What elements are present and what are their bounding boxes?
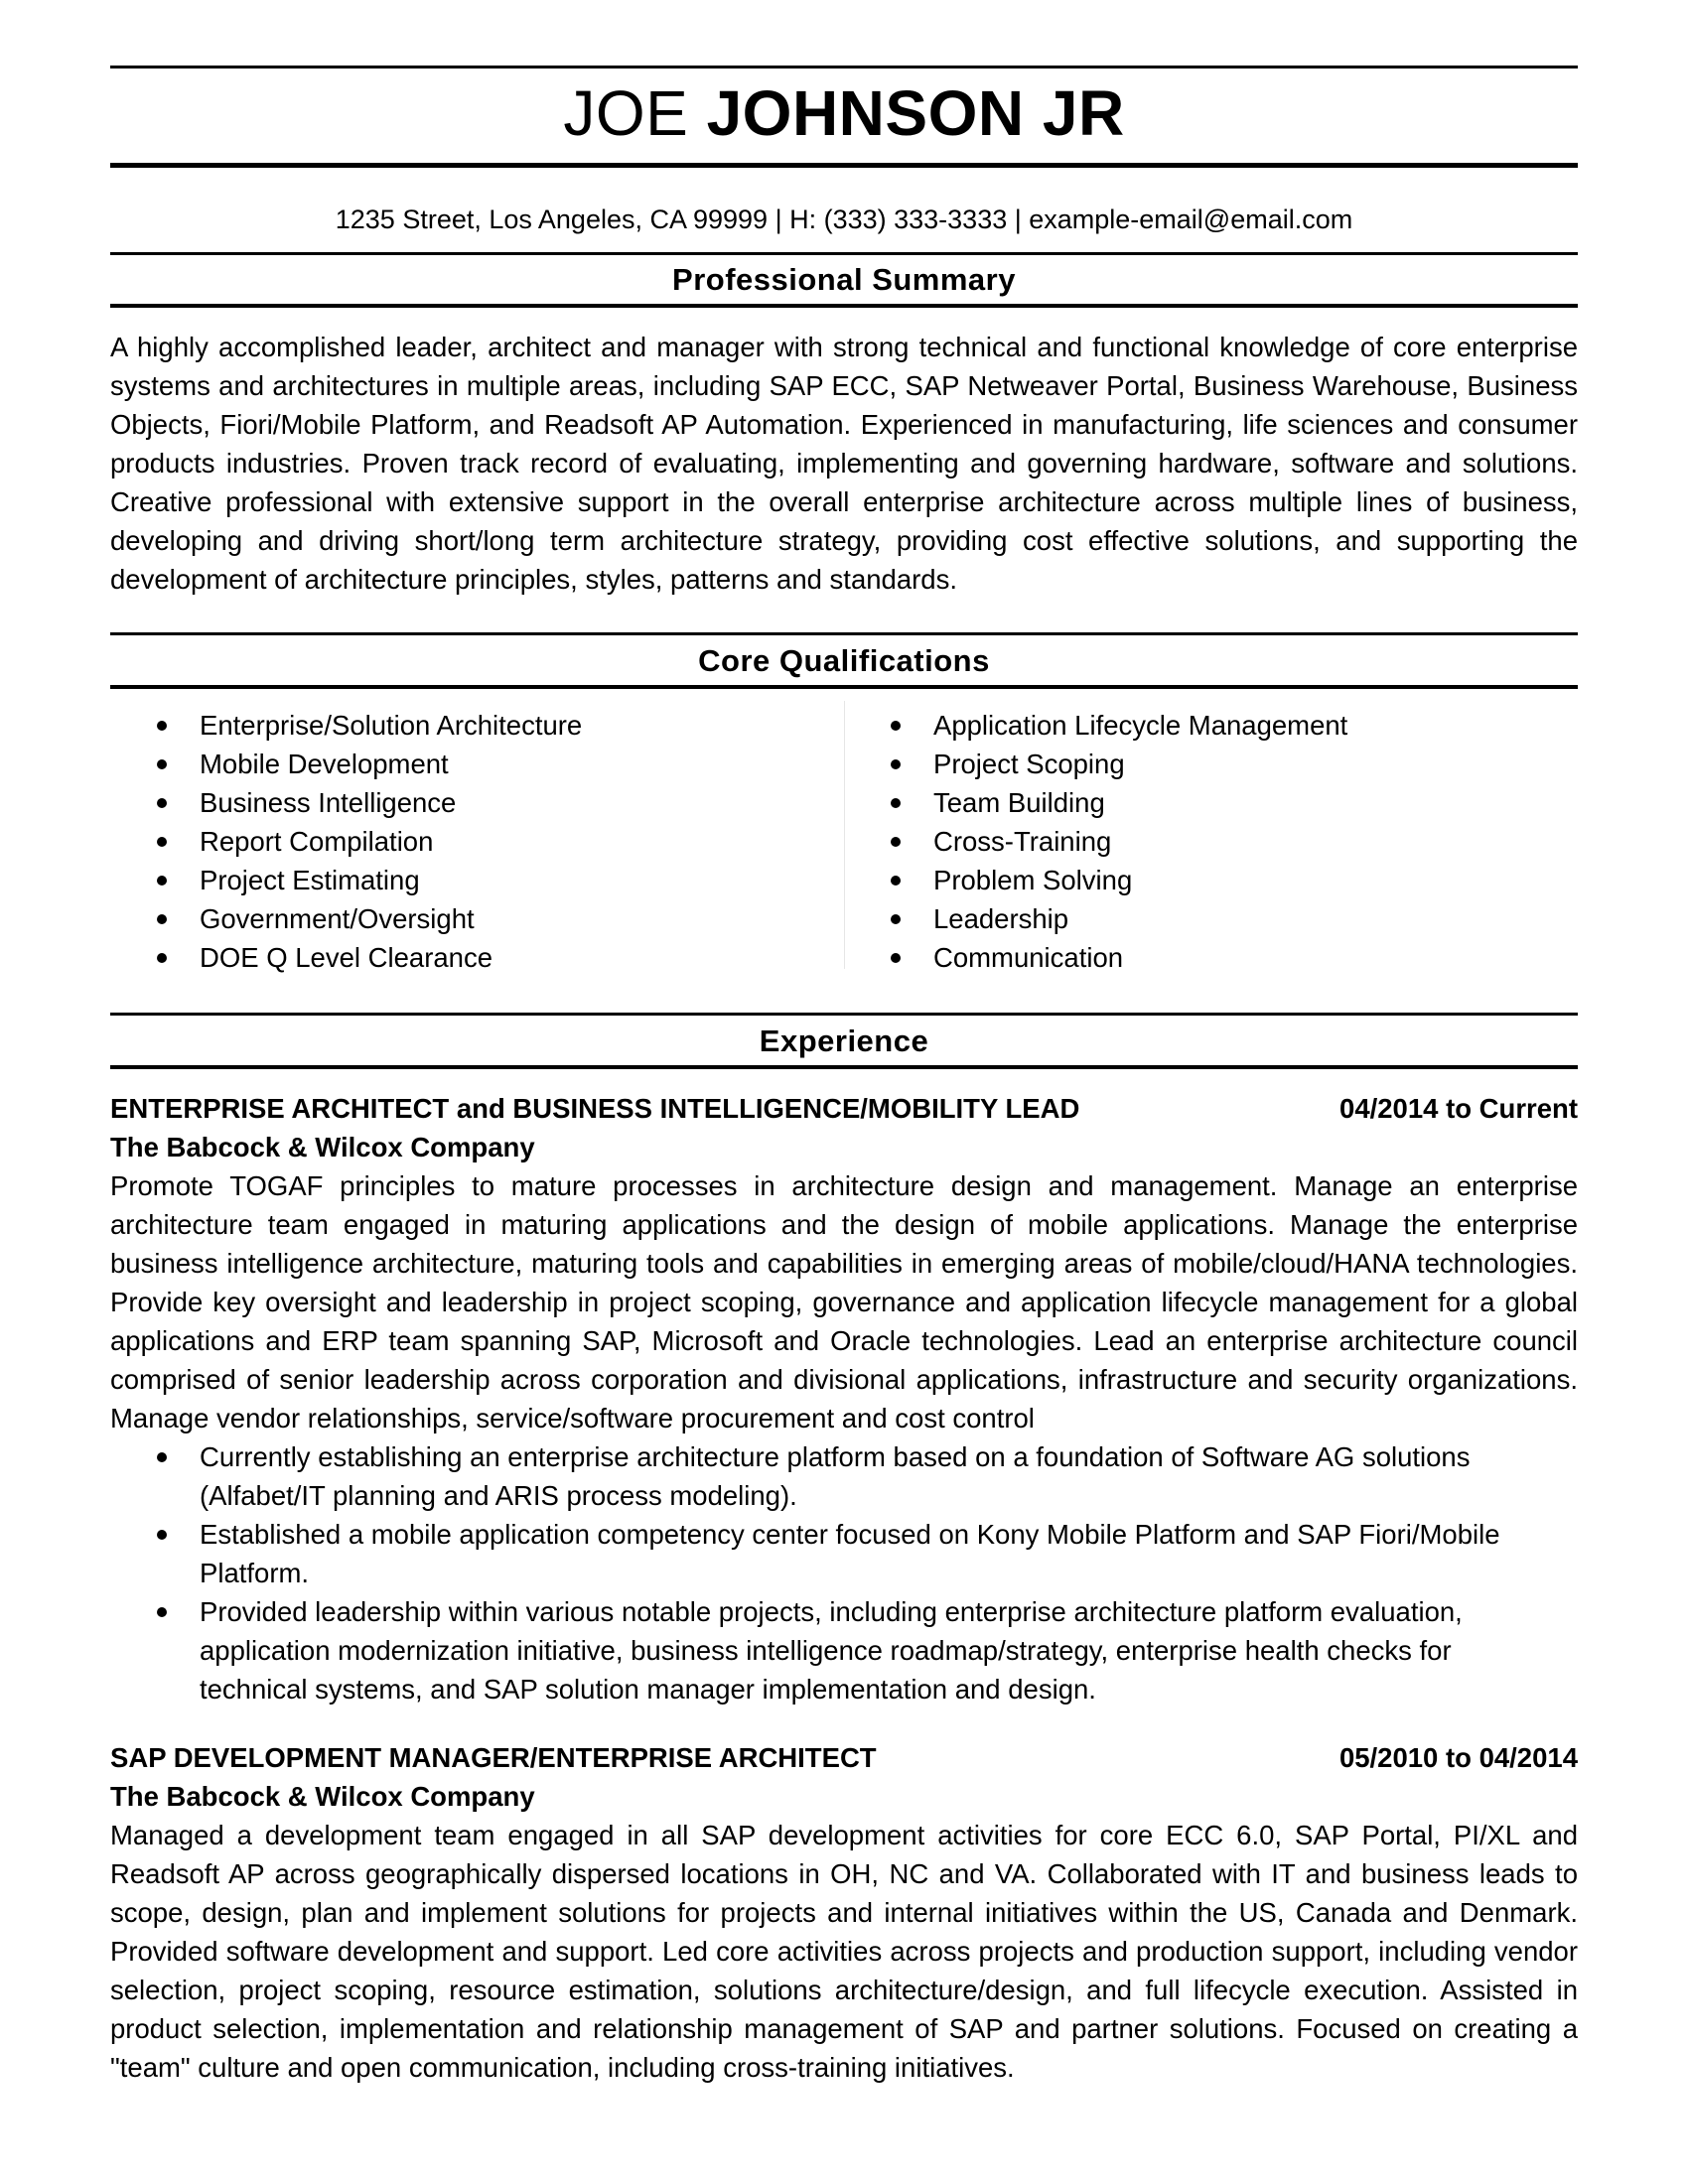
applicant-name <box>110 71 1578 155</box>
job-header <box>110 1738 1578 1777</box>
contact-line: 1235 Street, Los Angeles, CA 99999 | H: (333) 333-3333 | example-email@email.com <box>335 205 1353 234</box>
qualification-item: Leadership <box>844 899 1578 938</box>
job-company: The Babcock & Wilcox Company <box>110 1132 535 1162</box>
achievement-item: Provided leadership within various notable projects, including enterprise architecture platform evaluation, application modernization initiative, business intelligence roadmap/strategy, enterprise health checks for technical systems, and SAP solution manager implementation and design. <box>110 1592 1578 1708</box>
qualifications-left-list <box>110 706 844 977</box>
header-top-rule <box>110 66 1578 68</box>
qualifications-title: Core Qualifications <box>698 643 990 678</box>
summary-top-rule <box>110 252 1578 255</box>
qualification-item: DOE Q Level Clearance <box>110 938 844 977</box>
qualification-item: Mobile Development <box>110 745 844 783</box>
job-description: Promote TOGAF principles to mature processes in architecture design and management. Manage an enterprise architecture team engaged in maturing applications and the design of mobile applications. Manage the enterprise business intelligence architecture, maturing tools and capabilities in emerging areas of mobile/cloud/HANA technologies. Provide key oversight and leadership in project scoping, governance and application lifecycle management for a global applications and ERP team spanning SAP, Microsoft and Oracle technologies. Lead an enterprise architecture council comprised of senior leadership across corporation and divisional applications, infrastructure and security organizations. Manage vendor relationships, service/software procurement and cost control <box>110 1170 1578 1433</box>
job-achievements <box>110 1437 1578 1708</box>
qualification-item: Business Intelligence <box>110 783 844 822</box>
achievement-item: Currently establishing an enterprise architecture platform based on a foundation of Software AG solutions (Alfabet/IT planning and ARIS process modeling). <box>110 1437 1578 1515</box>
experience-bottom-rule <box>110 1065 1578 1069</box>
summary-title: Professional Summary <box>672 262 1016 297</box>
qualification-item: Enterprise/Solution Architecture <box>110 706 844 745</box>
job-description: Managed a development team engaged in all SAP development activities for core ECC 6.0, SAP Portal, PI/XL and Readsoft AP across geographically dispersed locations in OH, NC and VA. Collaborated with IT and business leads to scope, design, plan and implement solutions for projects and internal initiatives within the US, Canada and Denmark. Provided software development and support. Led core activities across projects and production support, including vendor selection, project scoping, resource estimation, solutions architecture/design, and full lifecycle execution. Assisted in product selection, implementation and relationship management of SAP and partner solutions. Focused on creating a "team" culture and open communication, including cross-training initiatives. <box>110 1820 1578 2083</box>
job-header <box>110 1089 1578 1128</box>
job-title: SAP DEVELOPMENT MANAGER/ENTERPRISE ARCHITECT <box>110 1742 877 1773</box>
job-title: ENTERPRISE ARCHITECT and BUSINESS INTELLIGENCE/MOBILITY LEAD <box>110 1093 1080 1124</box>
qualification-item: Communication <box>844 938 1578 977</box>
summary-text: A highly accomplished leader, architect and manager with strong technical and functional knowledge of core enterprise systems and architectures in multiple areas, including SAP ECC, SAP Netweaver Portal, Business Warehouse, Business Objects, Fiori/Mobile Platform, and Readsoft AP Automation. Experienced in manufacturing, life sciences and consumer products industries. Proven track record of evaluating, implementing and governing hardware, software and solutions. Creative professional with extensive support in the overall enterprise architecture across multiple lines of business, developing and driving short/long term architecture strategy, providing cost effective solutions, and supporting the development of architecture principles, styles, patterns and standards. <box>110 332 1578 595</box>
achievement-item: Established a mobile application competency center focused on Kony Mobile Platform and SAP Fiori/Mobile Platform. <box>110 1515 1578 1592</box>
qualification-item: Problem Solving <box>844 861 1578 899</box>
qualification-item: Government/Oversight <box>110 899 844 938</box>
job-company: The Babcock & Wilcox Company <box>110 1781 535 1812</box>
qualifications-right-list <box>844 706 1578 977</box>
qualification-item: Report Compilation <box>110 822 844 861</box>
qualifications-top-rule <box>110 632 1578 635</box>
qualification-item: Project Scoping <box>844 745 1578 783</box>
experience-top-rule <box>110 1013 1578 1016</box>
summary-bottom-rule <box>110 304 1578 308</box>
job-dates: 05/2010 to 04/2014 <box>1338 1742 1578 1773</box>
qualification-item: Team Building <box>844 783 1578 822</box>
last-name: JOHNSON JR <box>706 77 1125 149</box>
qualification-item: Cross-Training <box>844 822 1578 861</box>
qualification-item: Project Estimating <box>110 861 844 899</box>
qualifications-bottom-rule <box>110 685 1578 689</box>
header-bottom-rule <box>110 163 1578 168</box>
experience-title: Experience <box>759 1024 929 1058</box>
first-name: JOE <box>563 77 689 149</box>
job-dates: 04/2014 to Current <box>1339 1093 1578 1124</box>
qualification-item: Application Lifecycle Management <box>844 706 1578 745</box>
